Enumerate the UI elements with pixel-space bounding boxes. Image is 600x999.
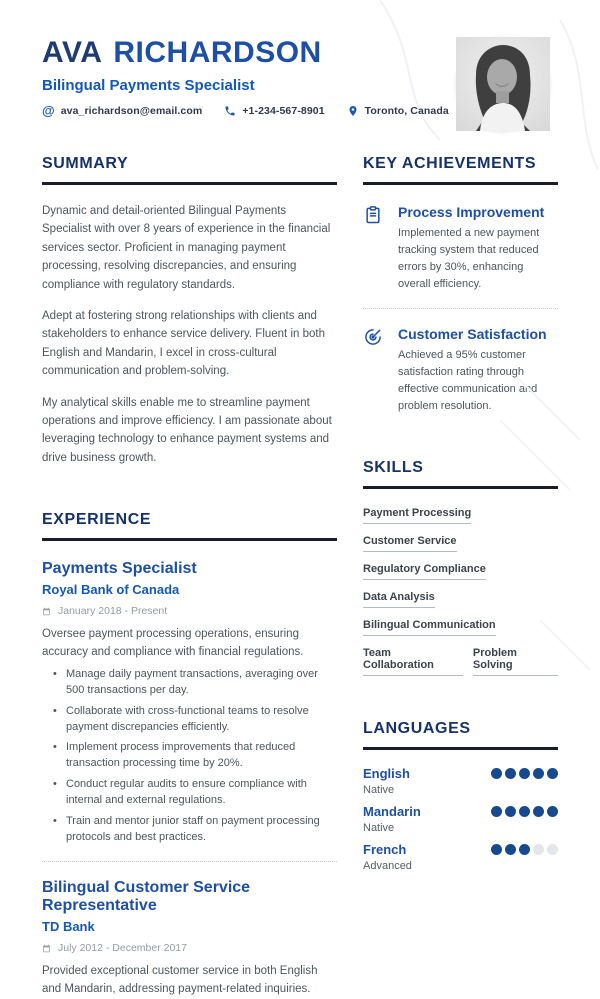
location-text: Toronto, Canada [364, 104, 449, 117]
target-icon [363, 326, 385, 352]
language-name: English [363, 766, 410, 782]
summary-paragraph: Dynamic and detail-oriented Bilingual Payments Specialist with over 8 years of experience in the financial services sector. Proficient in managing payment processing, resolving discrepancies, and ensuring compliance with regulatory standards. [42, 205, 331, 291]
job-dates-text: January 2018 - Present [58, 605, 168, 618]
job-bullet: • Implement process improvements that reduced transaction processing time by 20%. [66, 740, 337, 772]
job-entry [42, 560, 337, 846]
achievement-item [363, 204, 558, 293]
skill-item: Customer Service [363, 535, 457, 552]
summary-body [42, 202, 337, 467]
phone-text: +1-234-567-8901 [242, 104, 325, 117]
summary-paragraph: Adept at fostering strong relationships with clients and stakeholders to enhance service delivery. Fluent in both English and Mandarin, I excel in cross-cultural communication and problem-solving. [42, 309, 325, 378]
achievement-text: Achieved a 95% customer satisfaction rating through effective communication and problem resolution. [398, 349, 538, 413]
language-row [363, 804, 558, 834]
clipboard-icon [363, 204, 385, 230]
contact-email [42, 104, 202, 117]
job-title: Payments Specialist [42, 560, 197, 578]
profile-photo [456, 37, 550, 131]
skills-rule [363, 486, 558, 489]
job-company: Royal Bank of Canada [42, 582, 180, 598]
location-icon [347, 105, 359, 117]
achievements-section [363, 155, 558, 415]
skill-item: Data Analysis [363, 591, 435, 608]
language-level-dot [491, 806, 502, 817]
achievement-text: Implemented a new payment tracking system that reduced errors by 30%, enhancing overall efficiency. [398, 227, 540, 291]
language-level-dot [505, 844, 516, 855]
job-entry [42, 879, 337, 999]
language-level: Native [363, 784, 395, 797]
achievement-divider [363, 308, 558, 309]
job-description: Provided exceptional customer service in both English and Mandarin, addressing payment-related inquiries. [42, 965, 318, 995]
achievement-body [398, 326, 558, 415]
summary-rule [42, 182, 337, 185]
job-bullet-list [42, 667, 337, 846]
language-level-dot [533, 806, 544, 817]
job-bullet: • Collaborate with cross-functional teams to resolve payment discrepancies efficiently. [66, 704, 337, 736]
languages-section [363, 720, 558, 872]
job-dates [42, 942, 337, 954]
contact-location [347, 105, 449, 117]
language-level: Native [363, 822, 395, 835]
job-description: Oversee payment processing operations, ensuring accuracy and compliance with financial regulations. [42, 628, 304, 658]
experience-rule [42, 538, 337, 541]
language-level-dot [519, 844, 530, 855]
first-name: AVA [42, 36, 103, 69]
at-icon: @ [42, 103, 55, 118]
skills-heading: SKILLS [363, 459, 424, 477]
job-dates [42, 605, 337, 617]
summary-section [42, 155, 337, 467]
language-level-dot [533, 768, 544, 779]
skills-list [363, 507, 558, 676]
language-level-dot [505, 768, 516, 779]
language-dots [491, 766, 558, 779]
language-level-dot [547, 806, 558, 817]
summary-paragraph: My analytical skills enable me to streamline payment operations and improve efficiency. I am passionate about leveraging technology to enhance payment systems and drive business growth. [42, 396, 332, 464]
achievement-item [363, 326, 558, 415]
job-bullet: • Conduct regular audits to ensure compliance with internal and external regulations. [66, 777, 337, 809]
language-level-dot [505, 806, 516, 817]
calendar-icon [42, 607, 51, 616]
language-level-dot [519, 806, 530, 817]
calendar-icon [42, 944, 51, 953]
languages-rule [363, 747, 558, 750]
last-name: RICHARDSON [113, 36, 322, 69]
achievements-rule [363, 182, 558, 185]
header [0, 0, 600, 117]
experience-heading: EXPERIENCE [42, 511, 152, 529]
languages-list [363, 766, 558, 872]
achievement-title: Customer Satisfaction [398, 326, 547, 343]
skill-item: Problem Solving [473, 647, 558, 676]
contact-phone [224, 105, 324, 117]
summary-heading: SUMMARY [42, 155, 129, 172]
email-text: ava_richardson@email.com [60, 104, 203, 117]
languages-heading: LANGUAGES [363, 720, 471, 738]
language-dots [491, 842, 558, 855]
skills-section [363, 459, 558, 676]
language-info [363, 842, 412, 872]
right-column [363, 155, 558, 999]
language-level-dot [491, 844, 502, 855]
language-dots [491, 804, 558, 817]
language-name: French [363, 842, 407, 858]
language-level: Advanced [363, 860, 412, 873]
left-column [42, 155, 337, 999]
header-job-title: Bilingual Payments Specialist [42, 77, 255, 94]
language-level-dot [491, 768, 502, 779]
skill-item: Regulatory Compliance [363, 563, 486, 580]
phone-icon [224, 105, 236, 117]
language-info [363, 766, 410, 796]
skill-item: Payment Processing [363, 507, 471, 524]
achievements-heading: KEY ACHIEVEMENTS [363, 155, 537, 172]
experience-section [42, 511, 337, 999]
job-bullet: • Train and mentor junior staff on payment processing protocols and best practices. [66, 814, 337, 846]
language-level-dot [519, 768, 530, 779]
language-row [363, 842, 558, 872]
achievement-body [398, 204, 558, 293]
job-company: TD Bank [42, 919, 95, 935]
language-level-dot [547, 844, 558, 855]
skill-item: Team Collaboration [363, 647, 463, 676]
language-name: Mandarin [363, 804, 421, 820]
achievements-list [363, 204, 558, 415]
language-level-dot [533, 844, 544, 855]
job-divider [42, 861, 337, 862]
skill-item: Bilingual Communication [363, 619, 496, 636]
job-bullet: • Manage daily payment transactions, averaging over 500 transactions per day. [66, 667, 337, 699]
job-title: Bilingual Customer Service Representative [42, 879, 251, 915]
achievement-title: Process Improvement [398, 204, 545, 220]
language-row [363, 766, 558, 796]
language-info [363, 804, 421, 834]
job-dates-text: July 2012 - December 2017 [58, 942, 187, 955]
content-columns [0, 155, 600, 999]
language-level-dot [547, 768, 558, 779]
